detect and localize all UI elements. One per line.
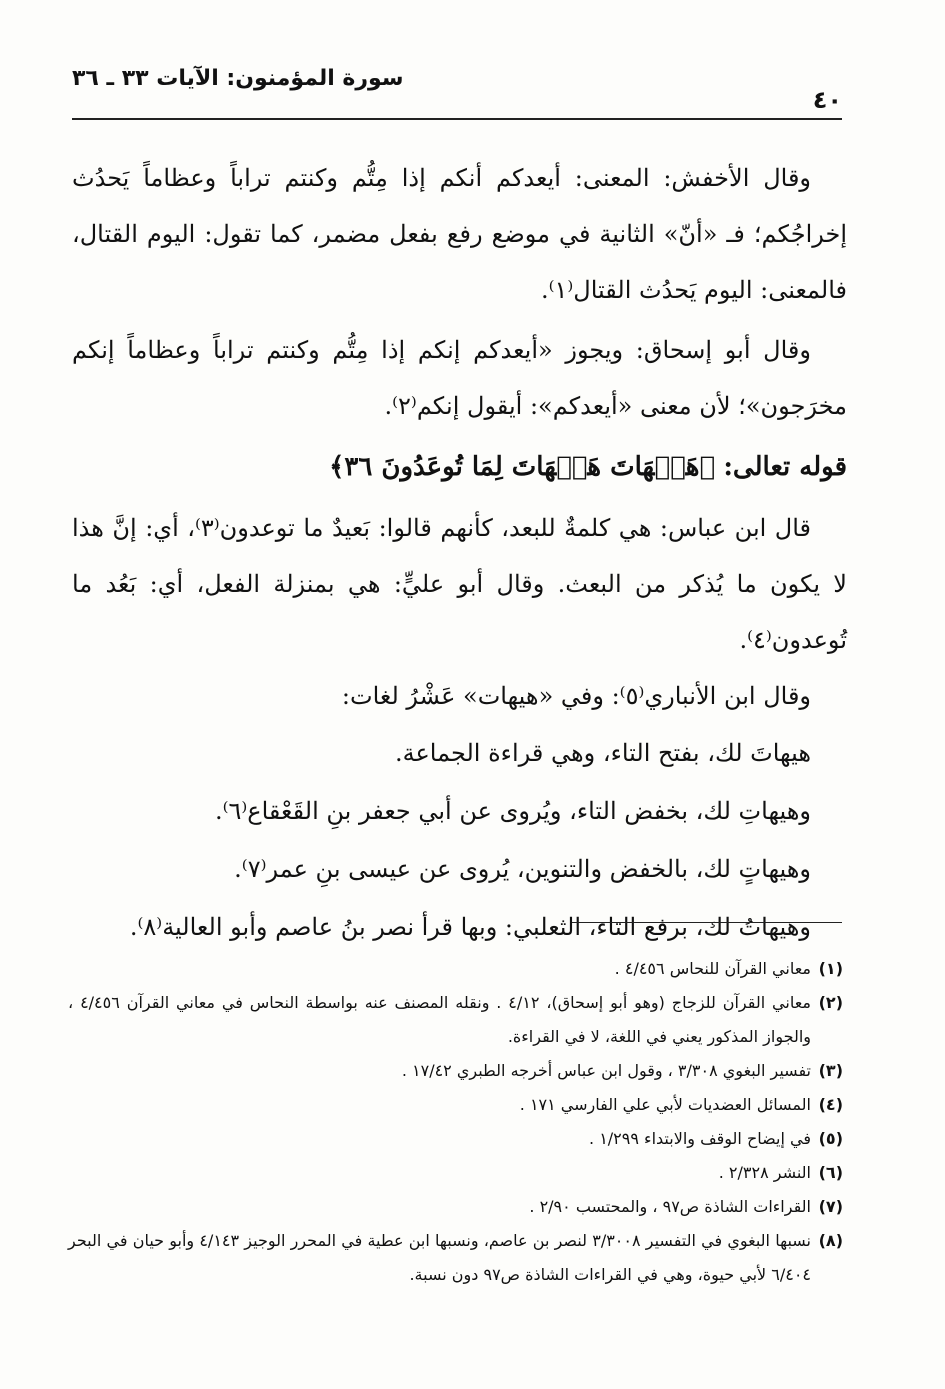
header-rule <box>72 118 842 120</box>
footnote <box>68 1224 843 1292</box>
footnote-number: (٨) <box>818 1231 843 1250</box>
footnote-number: (٥) <box>818 1129 843 1148</box>
footnote <box>68 1088 843 1122</box>
footnote-text: القراءات الشاذة ص٩٧ ، والمحتسب ٢/٩٠ . <box>529 1197 811 1216</box>
footnote <box>68 1156 843 1190</box>
footnote-separator <box>572 922 842 923</box>
reading-variant-1: هيهاتَ لك، بفتح التاء، وهي قراءة الجماعة. <box>394 739 811 767</box>
footnote-number: (٤) <box>818 1095 843 1114</box>
footnote <box>68 952 843 986</box>
paragraph-akhfash: وقال الأخفش: المعنى: أيعدكم أنكم إذا مِتُّم وكنتم تراباً وعظاماً يَحدُث إخراجُكم؛ فـ «أنّ» الثانية في موضع رفع بفعل مضمر، كما تقول: اليوم القتال، فالمعنى: اليوم يَحدُث القتال⁽١⁾. <box>72 164 847 304</box>
paragraph-ibn-abbas: قال ابن عباس: هي كلمةٌ للبعد، كأنهم قالوا: بَعيدٌ ما توعدون⁽٣⁾، أي: إنَّ هذا لا يكون ما يُذكر من البعث. وقال أبو عليٍّ: هي بمنزلة الفعل، أي: بَعُد ما تُوعدون⁽٤⁾. <box>72 514 847 654</box>
paragraph-ibn-anbari: وقال ابن الأنباري⁽٥⁾: وفي «هيهات» عَشْرُ لغات: <box>341 682 811 710</box>
footnotes <box>68 952 843 1292</box>
reading-variant-3: وهيهاتٍ لك، بالخفض والتنوين، يُروى عن عيسى بنِ عمر⁽٧⁾. <box>234 855 811 883</box>
reading-variant-2: وهيهاتِ لك، بخفض التاء، ويُروى عن أبي جعفر بنِ القَعْقاع⁽٦⁾. <box>214 797 811 825</box>
page-number: ٤٠ <box>812 86 842 114</box>
verse-heading: قوله تعالى: <box>723 452 847 482</box>
footnote-number: (٦) <box>818 1163 843 1182</box>
footnote-text: في إيضاح الوقف والابتداء ١/٢٩٩ . <box>589 1129 811 1148</box>
footnote-number: (٧) <box>818 1197 843 1216</box>
footnote <box>68 1122 843 1156</box>
running-title: سورة المؤمنون: الآيات ٣٣ ـ ٣٦ <box>72 66 404 91</box>
page-header <box>72 66 842 122</box>
verse-line <box>72 436 847 498</box>
footnote <box>68 1190 843 1224</box>
footnote-text: معاني القرآن للزجاج (وهو أبو إسحاق)، ٤/١٢ . ونقله المصنف عنه بواسطة النحاس في معاني القرآن ٤/٤٥٦ ، والجواز المذكور يعني في اللغة، لا في القراءة. <box>68 993 812 1046</box>
footnote-number: (١) <box>818 959 843 978</box>
reading-variant-4: وهيهاتُ لك، برفع التاء، الثعلبي: وبها قرأ نصر بنُ عاصم وأبو العالية⁽٨⁾. <box>129 913 811 941</box>
footnote-number: (٢) <box>818 993 843 1012</box>
footnote-text: النشر ٢/٣٢٨ . <box>718 1163 811 1182</box>
body-text <box>72 150 847 956</box>
footnote <box>68 986 843 1054</box>
footnote-text: المسائل العضديات لأبي علي الفارسي ١٧١ . <box>519 1095 811 1114</box>
footnote-text: تفسير البغوي ٣/٣٠٨ ، وقول ابن عباس أخرجه الطبري ١٧/٤٢ . <box>401 1061 811 1080</box>
footnote-text: نسبها البغوي في التفسير ٣/٣٠٠٨ لنصر بن عاصم، ونسبها ابن عطية في المحرر الوجيز ٤/١٤٣ وأبو حيان في البحر ٦/٤٠٤ لأبي حيوة، وهي في القراءات الشاذة ص٩٧ دون نسبة. <box>68 1231 811 1284</box>
paragraph-abu-ishaq: وقال أبو إسحاق: ويجوز «أيعدكم إنكم إذا مِتُّم وكنتم تراباً وعظاماً إنكم مخرَجون»؛ لأن معنى «أيعدكم»: أيقول إنكم⁽٢⁾. <box>72 336 847 420</box>
footnote-number: (٣) <box>818 1061 843 1080</box>
verse-text: ﴿هَيۡهَاتَ هَيۡهَاتَ لِمَا تُوعَدُونَ ٣٦﴾ <box>329 452 716 482</box>
footnote-text: معاني القرآن للنحاس ٤/٤٥٦ . <box>614 959 811 978</box>
footnote <box>68 1054 843 1088</box>
